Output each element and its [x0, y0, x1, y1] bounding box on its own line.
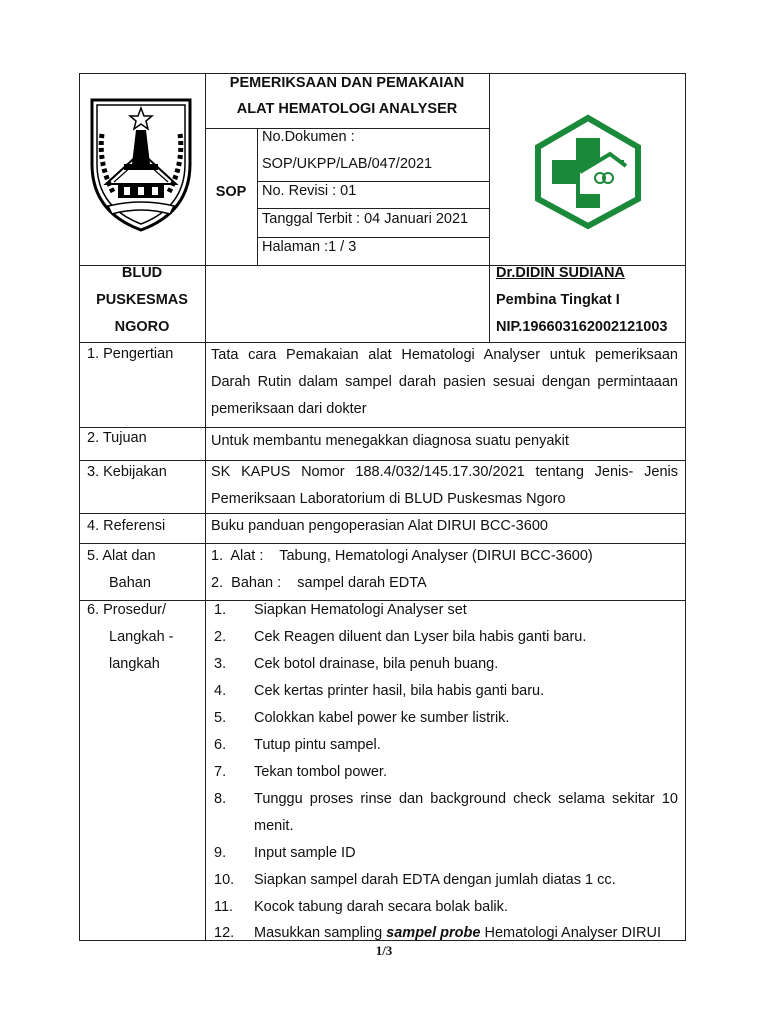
section-item-alat: 1. Alat : Tabung, Hematologi Analyser (DIRUI BCC-3600) — [211, 548, 593, 564]
section-item-bahan: 2. Bahan : sampel darah EDTA — [211, 575, 427, 591]
procedure-step: 10. Siapkan sampel darah EDTA dengan jumlah diatas 1 cc. — [214, 872, 616, 888]
puskesmas-green-cross-logo — [530, 114, 646, 230]
procedure-step: 2. Cek Reagen diluent dan Lyser bila habis ganti baru. — [214, 629, 587, 645]
procedure-step: 9. Input sample ID — [214, 845, 356, 861]
procedure-step: 5. Colokkan kabel power ke sumber listrik. — [214, 710, 510, 726]
procedure-step: 11. Kocok tabung darah secara bolak balik. — [214, 899, 508, 915]
org-name-line-1: BLUD — [121, 265, 163, 281]
section-label-tujuan: 2. Tujuan — [87, 430, 147, 446]
page-number: 1/3 — [375, 943, 393, 958]
signer-rank: Pembina Tingkat I — [496, 292, 620, 308]
revision-number: No. Revisi : 01 — [262, 183, 357, 199]
org-name-line-2: PUSKESMAS — [96, 292, 188, 308]
section-text-referensi: Buku panduan pengoperasian Alat DIRUI BCC-3600 — [211, 518, 548, 534]
procedure-step: 4. Cek kertas printer hasil, bila habis ganti baru. — [214, 683, 545, 699]
section-label-prosedur-line-2: Langkah - — [109, 629, 174, 645]
section-text-tujuan: Untuk membantu menegakkan diagnosa suatu penyakit — [211, 433, 569, 449]
document-number-value: SOP/UKPP/LAB/047/2021 — [262, 156, 433, 172]
regency-coat-of-arms-logo — [84, 94, 198, 234]
document-number-label: No.Dokumen : — [262, 129, 355, 145]
procedure-step: 12. Masukkan sampling sampel probe Hematologi Analyser DIRUI — [214, 925, 661, 941]
issue-date: Tanggal Terbit : 04 Januari 2021 — [262, 211, 469, 227]
org-name-line-3: NGORO — [114, 319, 170, 335]
section-label-alat-bahan-line-2: Bahan — [109, 575, 151, 591]
procedure-step: 6. Tutup pintu sampel. — [214, 737, 381, 753]
procedure-step: 8. Tunggu proses rinse dan background check selama sekitar 10 menit. — [214, 791, 678, 834]
signer-nip: NIP.196603162002121003 — [496, 319, 668, 335]
section-label-pengertian: 1. Pengertian — [87, 346, 174, 362]
section-label-referensi: 4. Referensi — [87, 518, 166, 534]
document-title-line-2: ALAT HEMATOLOGI ANALYSER — [236, 101, 458, 117]
section-label-kebijakan: 3. Kebijakan — [87, 464, 167, 480]
section-label-prosedur-line-1: 6. Prosedur/ — [87, 602, 166, 618]
section-label-alat-bahan-line-1: 5. Alat dan — [87, 548, 156, 564]
procedure-step: 1. Siapkan Hematologi Analyser set — [214, 602, 467, 618]
section-label-prosedur-line-3: langkah — [109, 656, 160, 672]
document-title-line-1: PEMERIKSAAN DAN PEMAKAIAN — [229, 75, 465, 91]
signer-name: Dr.DIDIN SUDIANA — [496, 265, 625, 281]
procedure-step: 3. Cek botol drainase, bila penuh buang. — [214, 656, 499, 672]
section-text-pengertian: Tata cara Pemakaian alat Hematologi Analyser untuk pemeriksaan Darah Rutin dalam sampel darah pasien sesuai dengan permintaaan pemeriksaan dari dokter — [211, 347, 678, 417]
procedure-step: 7. Tekan tombol power. — [214, 764, 387, 780]
section-text-kebijakan: SK KAPUS Nomor 188.4/032/145.17.30/2021 tentang Jenis- Jenis Pemeriksaan Laboratorium di BLUD Puskesmas Ngoro — [211, 464, 678, 507]
sop-label: SOP — [215, 184, 247, 200]
page-info: Halaman :1 / 3 — [262, 239, 357, 255]
